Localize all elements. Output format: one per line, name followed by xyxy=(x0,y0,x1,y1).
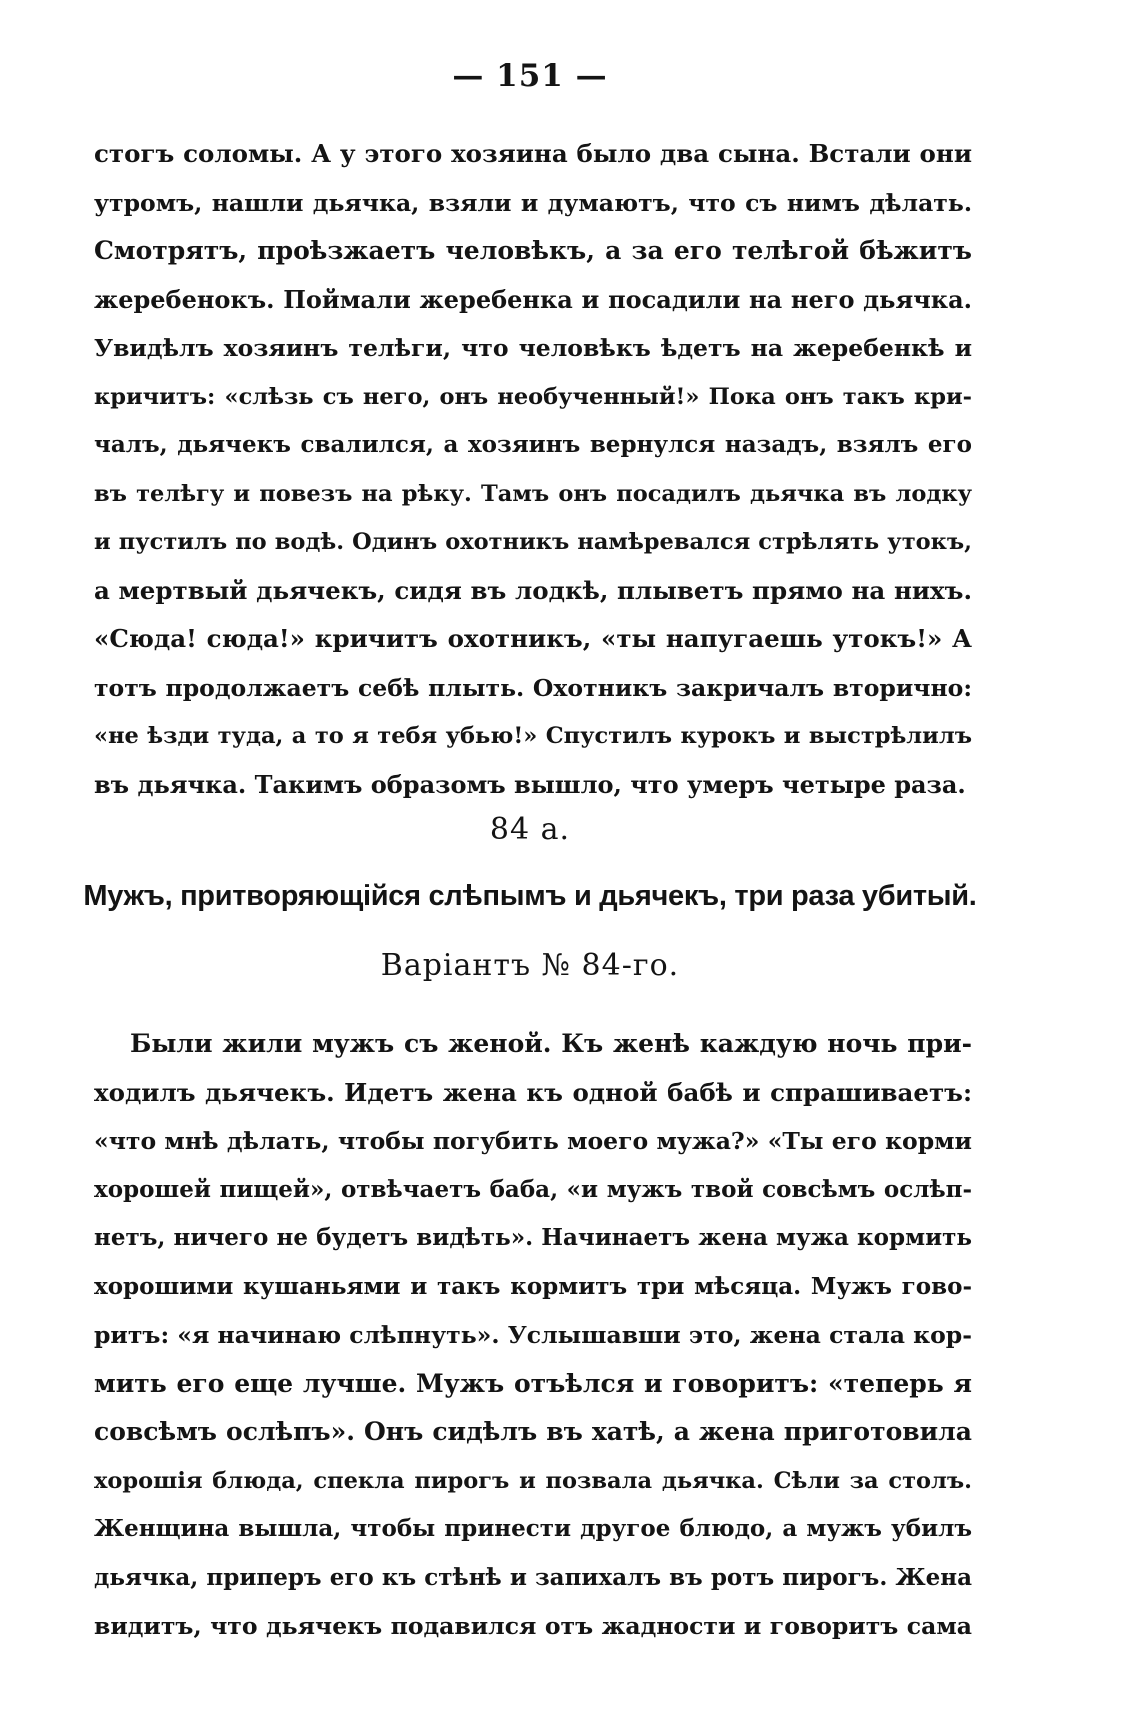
text-line: тотъ продолжаетъ себѣ плыть. Охотникъ закричалъ вторично: xyxy=(94,673,972,702)
text-line: «не ѣзди туда, а то я тебя убью!» Спустилъ курокъ и выстрѣлилъ xyxy=(94,723,972,749)
text-line: совсѣмъ ослѣпъ». Онъ сидѣлъ въ хатѣ, а жена приготовила xyxy=(94,1417,972,1446)
text-line: въ дьячка. Такимъ образомъ вышло, что умеръ четыре раза. xyxy=(94,769,966,799)
text-line: Увидѣлъ хозяинъ телѣги, что человѣкъ ѣдетъ на жеребенкѣ и xyxy=(94,334,972,362)
text-line: дьячка, приперъ его къ стѣнѣ и запихалъ въ ротъ пирогъ. Жена xyxy=(94,1563,972,1591)
page-number: — 151 — xyxy=(452,58,608,94)
text-line: хорошей пищей», отвѣчаетъ баба, «и мужъ твой совсѣмъ ослѣп- xyxy=(94,1175,972,1203)
section-variant: Варіантъ № 84-го. xyxy=(380,948,680,983)
section-title: Мужъ, притворяющійся слѣпымъ и дьячекъ, три раза убитый. xyxy=(83,880,977,912)
text-line: хорошими кушаньями и такъ кормитъ три мѣсяца. Мужъ гово- xyxy=(94,1272,972,1300)
text-line: видитъ, что дьячекъ подавился отъ жадности и говоритъ сама xyxy=(94,1612,972,1640)
bottom-paragraph xyxy=(94,1020,972,1651)
text-line: стогъ соломы. А у этого хозяина было два сына. Встали они xyxy=(94,139,972,168)
section-number: 84 а. xyxy=(489,812,571,847)
text-line: ходилъ дьячекъ. Идетъ жена къ одной бабѣ и спрашиваетъ: xyxy=(94,1077,972,1107)
top-paragraph xyxy=(94,130,972,809)
text-line: а мертвый дьячекъ, сидя въ лодкѣ, плыветъ прямо на нихъ. xyxy=(94,575,972,605)
text-line: Смотрятъ, проѣзжаетъ человѣкъ, а за его телѣгой бѣжитъ xyxy=(94,236,972,265)
text-line: «что мнѣ дѣлать, чтобы погубить моего мужа?» «Ты его корми xyxy=(94,1127,972,1155)
text-line: въ телѣгу и повезъ на рѣку. Тамъ онъ посадилъ дьячка въ лодку xyxy=(94,480,972,507)
text-line: ритъ: «я начинаю слѣпнуть». Услышавши это, жена стала кор- xyxy=(94,1321,972,1349)
text-line: Были жили мужъ съ женой. Къ женѣ каждую ночь при- xyxy=(130,1029,972,1058)
text-line: чалъ, дьячекъ свалился, а хозяинъ вернулся назадъ, взялъ его xyxy=(94,431,972,458)
text-line: нетъ, ничего не будетъ видѣть». Начинаетъ жена мужа кормить xyxy=(94,1224,972,1251)
text-line: «Сюда! сюда!» кричитъ охотникъ, «ты напугаешь утокъ!» А xyxy=(94,624,972,653)
text-line: жеребенокъ. Поймали жеребенка и посадили на него дьячка. xyxy=(94,284,972,314)
text-line: кричитъ: «слѣзь съ него, онъ необученный!» Пока онъ такъ кри- xyxy=(94,383,972,410)
text-line: Женщина вышла, чтобы принести другое блюдо, а мужъ убилъ xyxy=(94,1515,972,1542)
text-line: хорошія блюда, спекла пирогъ и позвала дьячка. Сѣли за столъ. xyxy=(94,1467,972,1494)
text-line: утромъ, нашли дьячка, взяли и думаютъ, что съ нимъ дѣлать. xyxy=(94,188,972,217)
text-line: мить его еще лучше. Мужъ отъѣлся и говоритъ: «теперь я xyxy=(94,1368,972,1398)
text-line: и пустилъ по водѣ. Одинъ охотникъ намѣревался стрѣлять утокъ, xyxy=(94,529,972,555)
